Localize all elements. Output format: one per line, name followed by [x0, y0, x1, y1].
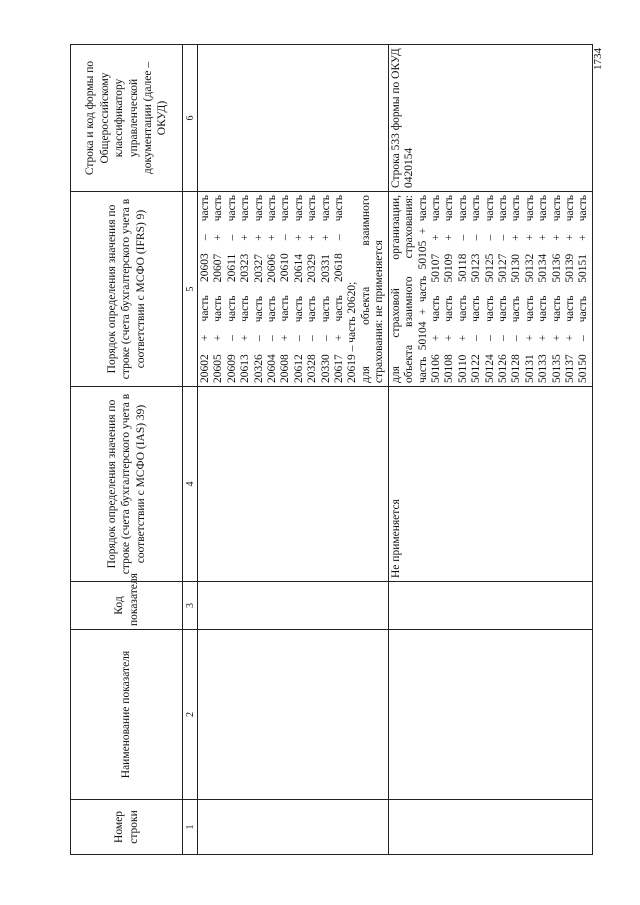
rotated-table-frame	[70, 45, 590, 855]
formula-line: 20613 + часть 20323 + часть	[239, 195, 252, 383]
header-indicator-name: Наименование показателя	[71, 630, 183, 800]
formula-line: для объекта взаимного	[359, 195, 372, 383]
indicator-code-cell	[198, 582, 389, 630]
formula-line: 50135 + часть 50136 + часть	[550, 195, 563, 383]
formula-line: 20328 – часть 20329 + часть	[306, 195, 319, 383]
ias39-method-cell	[198, 387, 389, 582]
header-okud-form: Строка и код формы по Общероссийскому классификатору управленческой документации (далее – ОКУД)	[71, 45, 183, 192]
row-number-cell	[388, 800, 592, 855]
indicator-code-cell	[388, 582, 592, 630]
formula-line: 20619 – часть 20620;	[346, 281, 359, 383]
column-number: 3	[183, 582, 198, 630]
indicator-name-cell	[388, 630, 592, 800]
table-row	[198, 45, 389, 855]
formula-line: 20612 – часть 20614 + часть	[292, 195, 305, 383]
header-row-number: Номер строки	[71, 800, 183, 855]
column-number: 5	[183, 192, 198, 387]
formula-line: часть 50104 + часть 50105 + часть	[416, 195, 429, 383]
table-row	[388, 45, 592, 855]
formula-line: 50137 + часть 50139 + часть	[563, 195, 576, 383]
column-number: 2	[183, 630, 198, 800]
formula-line: 50122 – часть 50123 – часть	[470, 195, 483, 383]
formula-line: 50106 + часть 50107 + часть	[429, 195, 442, 383]
header-row	[71, 45, 183, 855]
formula-line: 50131 + часть 50132 + часть	[523, 195, 536, 383]
header-ias39-method: Порядок определения значения по строке (счета бухгалтерского учета в соответствии с МСФО (IAS) 39)	[71, 387, 183, 582]
formula-line: 20330 – часть 20331 + часть	[319, 195, 332, 383]
rotated-table-container	[70, 45, 590, 855]
formula-line: 50108 + часть 50109 + часть	[443, 195, 456, 383]
okud-form-cell	[198, 45, 389, 192]
formula-line: страхования: не применяется	[373, 240, 386, 383]
formula-line: 20605 + часть 20607 + часть	[212, 195, 225, 383]
formula-line: 50133 + часть 50134 + часть	[537, 195, 550, 383]
formula-line: 20326 – часть 20327 + часть	[252, 195, 265, 383]
formula-line: 50124 – часть 50125 – часть	[483, 195, 496, 383]
formula-line: 20604 – часть 20606 + часть	[266, 195, 279, 383]
formula-line: 50110 + часть 50118 – часть	[456, 195, 469, 383]
formula-line: 20608 + часть 20610 – часть	[279, 195, 292, 383]
column-number: 1	[183, 800, 198, 855]
column-number-row	[183, 45, 198, 855]
okud-form-cell: Строка 533 формы по ОКУД 0420154	[388, 45, 592, 192]
formula-line: 50126 – часть 50127 – часть	[496, 195, 509, 383]
ifrs9-method-cell	[198, 192, 389, 387]
ifrs9-method-cell	[388, 192, 592, 387]
page-number: 1734	[592, 48, 604, 70]
formula-line: 50150 – часть 50151 + часть	[577, 195, 590, 383]
formula-line: объекта взаимного страхования:	[403, 195, 416, 383]
formula-line: 20609 – часть 20611 – часть	[225, 195, 238, 383]
column-number: 4	[183, 387, 198, 582]
indicator-name-cell	[198, 630, 389, 800]
column-number: 6	[183, 45, 198, 192]
formula-line: для страховой организации,	[389, 195, 402, 383]
formula-line: 20602 + часть 20603 – часть	[199, 195, 211, 383]
formula-line: 20617 + часть 20618 – часть	[333, 195, 346, 383]
formula-line: 50128 – часть 50130 + часть	[510, 195, 523, 383]
header-ifrs9-method: Порядок определения значения по строке (счета бухгалтерского учета в соответствии с МСФО (IFRS) 9)	[71, 192, 183, 387]
row-number-cell	[198, 800, 389, 855]
header-indicator-code: Код показателя	[71, 582, 183, 630]
indicator-table	[70, 44, 593, 855]
ias39-method-cell: Не применяется	[388, 387, 592, 582]
